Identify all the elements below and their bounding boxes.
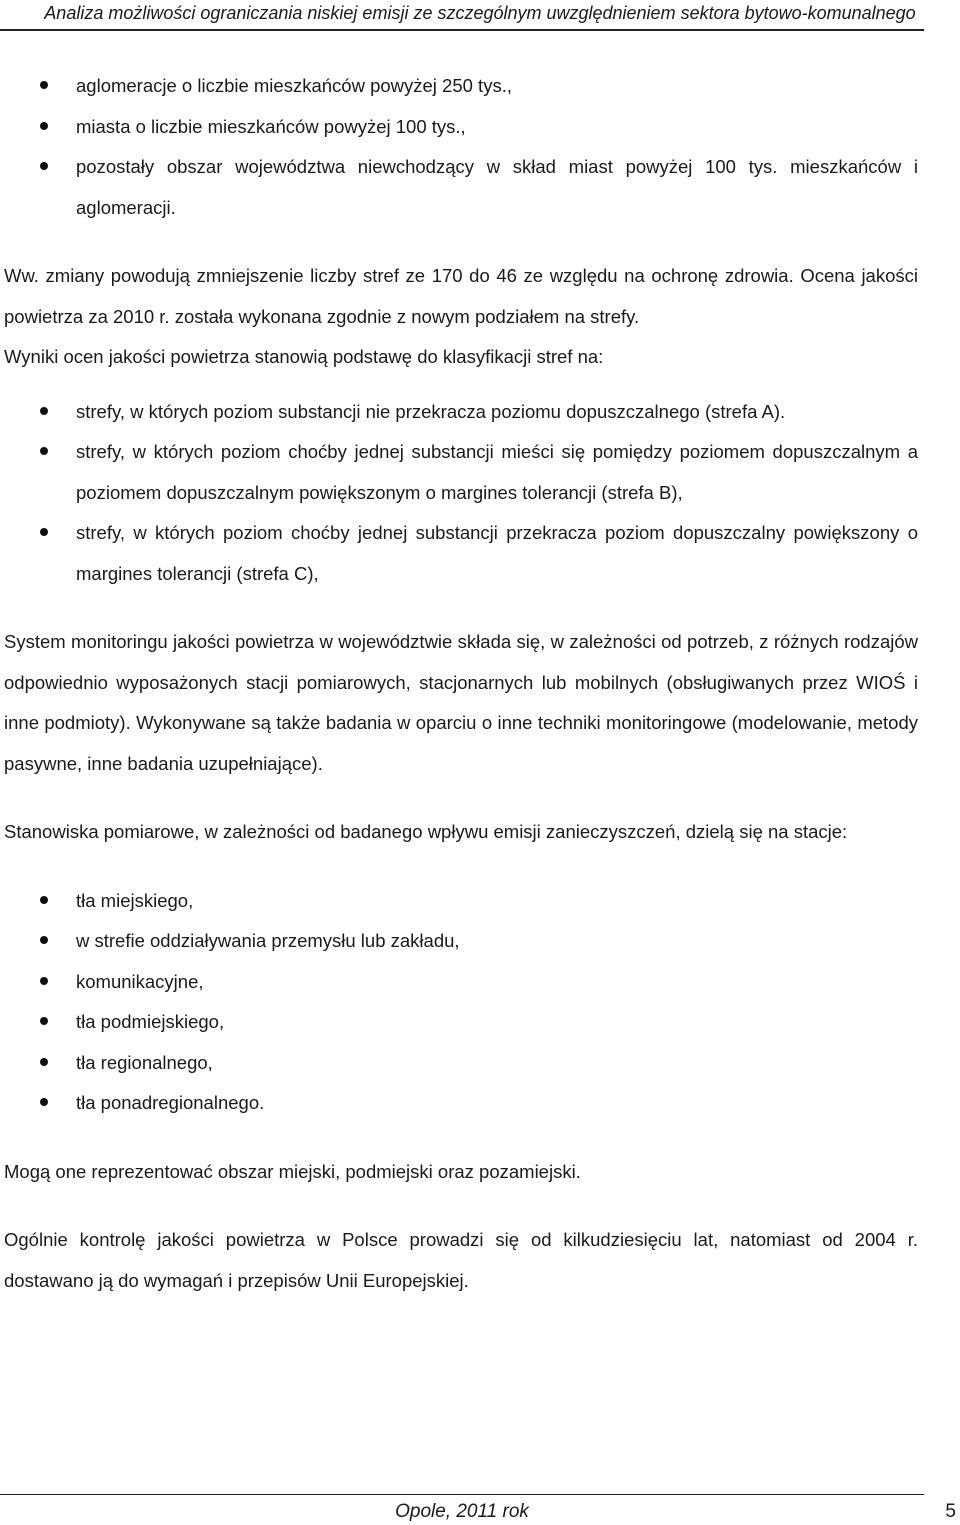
header-divider <box>0 29 924 31</box>
bullet-icon <box>40 936 48 944</box>
list-item: pozostały obszar województwa niewchodzący w skład miast powyżej 100 tys. mieszkańców i aglomeracji. <box>4 147 918 228</box>
page-number: 5 <box>945 1501 956 1522</box>
paragraph-monitoring-system: System monitoringu jakości powietrza w województwie składa się, w zależności od potrzeb, z różnych rodzajów odpowiednio wyposażonych stacji pomiarowych, stacjonarnych lub mobilnych (obsługiwanych przez WIOŚ i inne podmioty). Wykonywane są także badania w oparciu o inne techniki monitoringowe (modelowanie, metody pasywne, inne badania uzupełniające). <box>4 631 918 774</box>
bullet-icon <box>40 407 48 415</box>
paragraph-zones-change: Ww. zmiany powodują zmniejszenie liczby stref ze 170 do 46 ze względu na ochronę zdrowia. Ocena jakości powietrza za 2010 r. została wykonana zgodnie z nowym podziałem na strefy. <box>4 265 918 327</box>
bullet-icon <box>40 896 48 904</box>
bullet-icon <box>40 1058 48 1066</box>
footer-divider <box>0 1494 924 1495</box>
bullet-icon <box>40 977 48 985</box>
paragraph-eu-requirements: Ogólnie kontrolę jakości powietrza w Polsce prowadzi się od kilkudziesięciu lat, natomiast od 2004 r. dostawano ją do wymagań i przepisów Unii Europejskiej. <box>4 1229 918 1291</box>
bullet-icon <box>40 447 48 455</box>
bullet-icon <box>40 1017 48 1025</box>
bullet-icon <box>40 1098 48 1106</box>
page-content <box>4 66 918 1301</box>
paragraph-classification-intro: Wyniki ocen jakości powietrza stanowią podstawę do klasyfikacji stref na: <box>4 346 604 367</box>
list-item: strefy, w których poziom choćby jednej substancji przekracza poziom dopuszczalny powiększony o margines tolerancji (strefa C), <box>4 513 918 594</box>
agglomeration-list <box>4 66 918 228</box>
list-item: komunikacyjne, <box>4 962 918 1003</box>
document-title: Analiza możliwości ograniczania niskiej emisji ze szczególnym uwzględnieniem sektora bytowo-komunalnego <box>44 3 916 23</box>
list-item: strefy, w których poziom substancji nie przekracza poziomu dopuszczalnego (strefa A). <box>4 392 918 433</box>
bullet-icon <box>40 528 48 536</box>
bullet-icon <box>40 162 48 170</box>
list-item: tła podmiejskiego, <box>4 1002 918 1043</box>
page-header <box>0 0 960 32</box>
list-item: strefy, w których poziom choćby jednej substancji mieści się pomiędzy poziomem dopuszczalnym a poziomem dopuszczalnym powiększonym o margines tolerancji (strefa B), <box>4 432 918 513</box>
list-item: tła ponadregionalnego. <box>4 1083 918 1124</box>
bullet-icon <box>40 81 48 89</box>
footer-place-date: Opole, 2011 rok <box>395 1501 529 1522</box>
list-item: aglomeracje o liczbie mieszkańców powyżej 250 tys., <box>4 66 918 107</box>
zone-class-list <box>4 392 918 595</box>
list-item: miasta o liczbie mieszkańców powyżej 100 tys., <box>4 107 918 148</box>
paragraph-stations-intro: Stanowiska pomiarowe, w zależności od badanego wpływu emisji zanieczyszczeń, dzielą się na stacje: <box>4 821 848 842</box>
paragraph-representation: Mogą one reprezentować obszar miejski, podmiejski oraz pozamiejski. <box>4 1160 581 1182</box>
station-type-list <box>4 881 918 1124</box>
bullet-icon <box>40 122 48 130</box>
list-item: w strefie oddziaływania przemysłu lub zakładu, <box>4 921 918 962</box>
list-item: tła regionalnego, <box>4 1043 918 1084</box>
list-item: tła miejskiego, <box>4 881 918 922</box>
